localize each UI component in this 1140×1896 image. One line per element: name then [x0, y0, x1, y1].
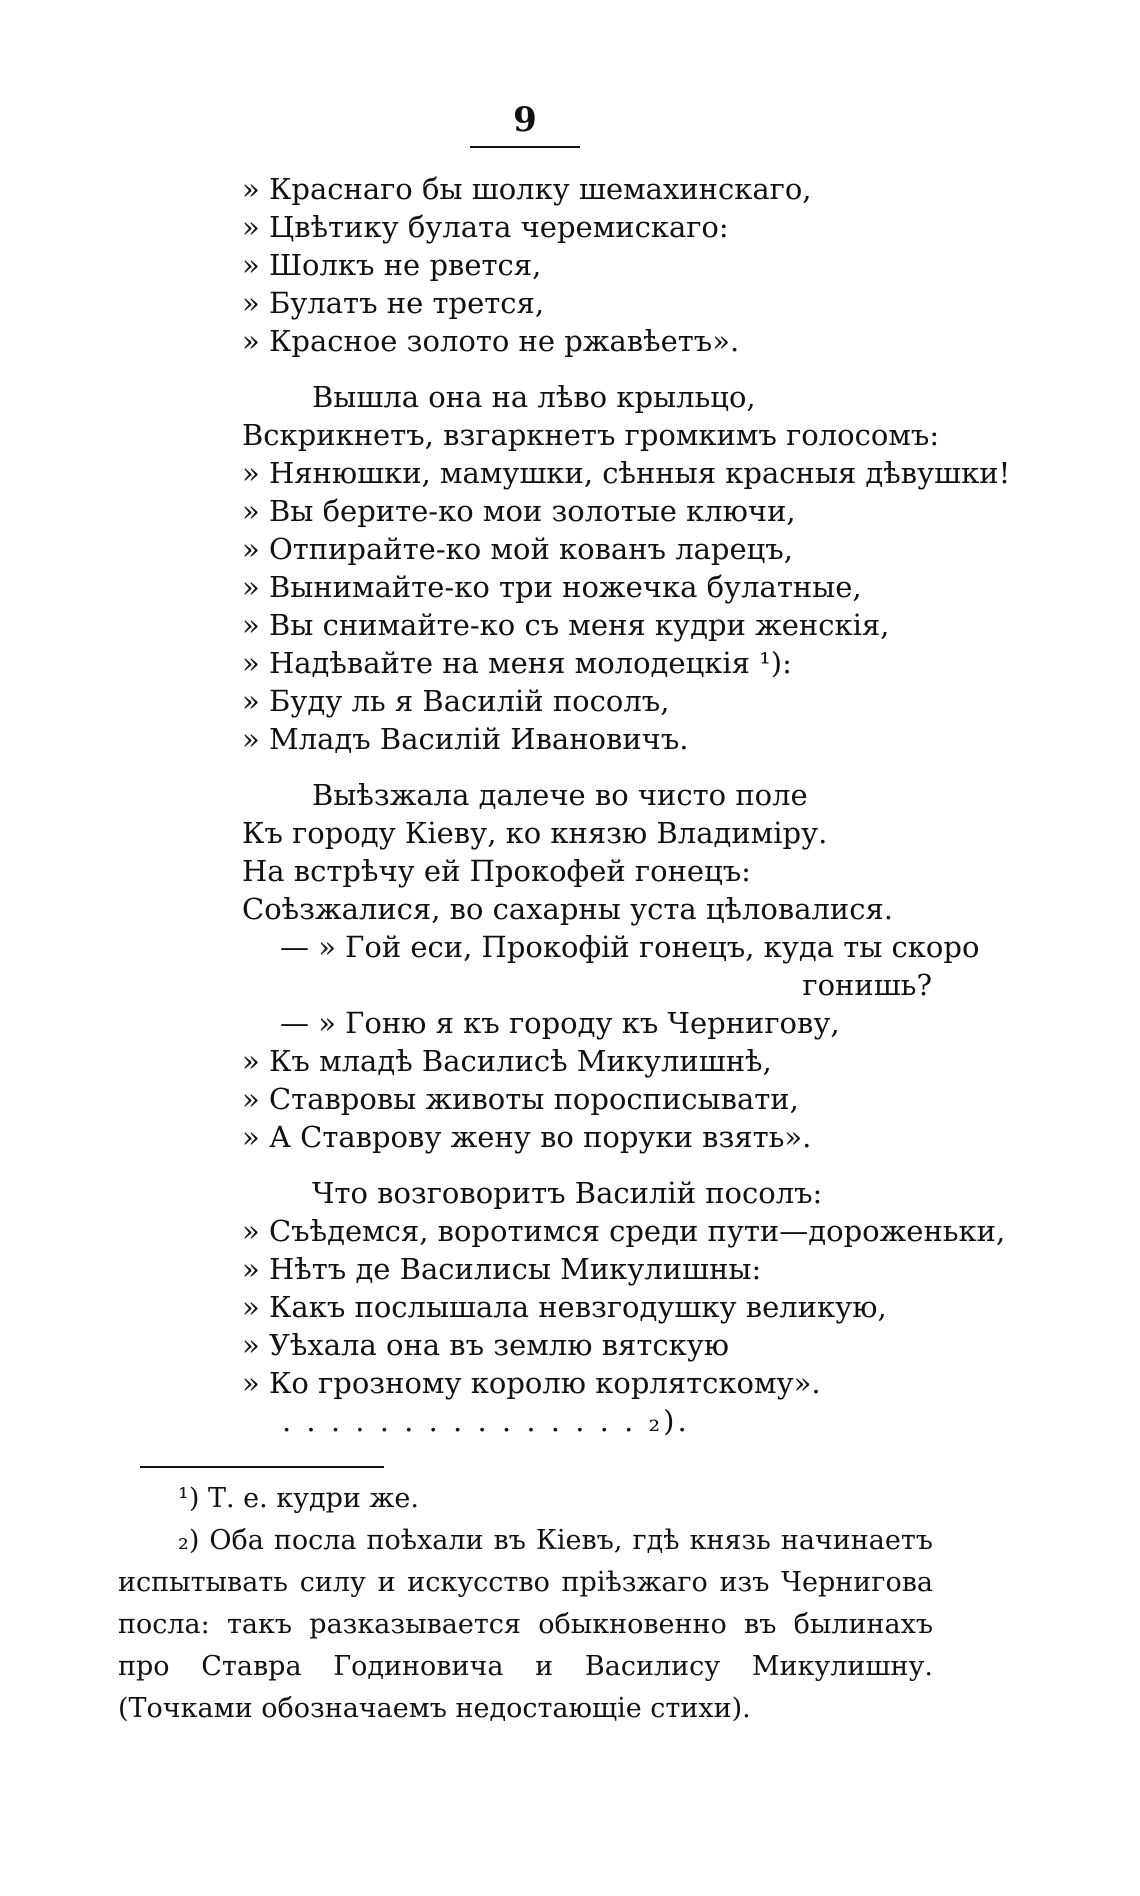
verse-line: Выѣзжала далече во чисто поле	[312, 778, 808, 812]
verse-line: Вышла она на лѣво крыльцо,	[312, 380, 756, 414]
verse-line: » Младъ Василій Ивановичъ.	[242, 722, 689, 756]
footnote-2: ₂) Оба посла поѣхали въ Кіевъ, гдѣ князь начинаетъ испытывать силу и искусство пріѣзжаго изъ Чернигова посла: такъ разказывается обыкновенно въ былинахъ про Ставра Годиновича и Василису Микулишну. (Точками обозначаемъ недостающіе стихи).	[118, 1525, 933, 1724]
verse-line: » Нѣтъ де Василисы Микулишны:	[242, 1252, 762, 1286]
verse-line: » Цвѣтику булата черемискаго:	[242, 210, 729, 244]
stanza-4	[242, 1174, 1006, 1440]
verse-line: » Съѣдемся, воротимся среди пути—дороженьки,	[242, 1214, 1006, 1248]
verse-line: » Краснаго бы шолку шемахинскаго,	[242, 172, 812, 206]
verse-line: » Ставровы животы пороcписывати,	[242, 1082, 799, 1116]
verse-line: » Надѣвайте на меня молодецкія ¹):	[242, 646, 792, 680]
verse-line: » Буду ль я Василій посолъ,	[242, 684, 670, 718]
verse-line: » Отпирайте-ко мой кованъ ларецъ,	[242, 532, 793, 566]
footnote-1: ¹) Т. е. кудри же.	[178, 1483, 419, 1514]
verse-line: — » Гоню я къ городу къ Чернигову,	[280, 1006, 840, 1040]
verse-line-continuation: гонишь?	[802, 968, 932, 1002]
verse-line: » Булатъ не трется,	[242, 286, 545, 320]
stanza-3	[242, 776, 980, 1156]
page-number-rule	[470, 146, 580, 148]
verse-line: » Шолкъ не рвется,	[242, 248, 542, 282]
verse-line: » Ко грозному королю корлятскому».	[242, 1366, 821, 1400]
page-number: 9	[513, 100, 537, 140]
verse-line: — » Гой еси, Прокофій гонецъ, куда ты скоро	[280, 930, 980, 964]
verse-line: » А Ставрову жену во поруки взять».	[242, 1120, 812, 1154]
verse-line: » Вы снимайте-ко съ меня кудри женскія,	[242, 608, 890, 642]
verse-line: » Вынимайте-ко три ножечка булатные,	[242, 570, 862, 604]
verse-line: » Какъ послышала невзгодушку великую,	[242, 1290, 887, 1324]
verse-line: » Уѣхала она въ землю вятскую	[242, 1328, 730, 1362]
verse-line: Соѣзжалися, во сахарны уста цѣловалися.	[242, 892, 894, 926]
verse-line: » Къ младѣ Василисѣ Микулишнѣ,	[242, 1044, 772, 1078]
footnote-rule	[140, 1466, 384, 1468]
verse-line: » Нянюшки, мамушки, сѣнныя красныя дѣвушки!	[242, 456, 1011, 490]
missing-verses-dots: . . . . . . . . . . . . . . . ₂).	[282, 1404, 690, 1438]
verse-line: Что возговоритъ Василій посолъ:	[312, 1176, 823, 1210]
verse-line: » Красное золото не ржавѣетъ».	[242, 324, 740, 358]
stanza-1	[242, 170, 932, 360]
verse-line: На встрѣчу ей Прокофей гонецъ:	[242, 854, 751, 888]
poem-body	[242, 170, 1011, 1458]
footnotes	[118, 1478, 933, 1730]
stanza-2	[242, 378, 1011, 758]
verse-line: Къ городу Кіеву, ко князю Владиміру.	[242, 816, 828, 850]
verse-line: Вскрикнетъ, взгаркнетъ громкимъ голосомъ:	[242, 418, 940, 452]
verse-line: » Вы берите-ко мои золотые ключи,	[242, 494, 796, 528]
